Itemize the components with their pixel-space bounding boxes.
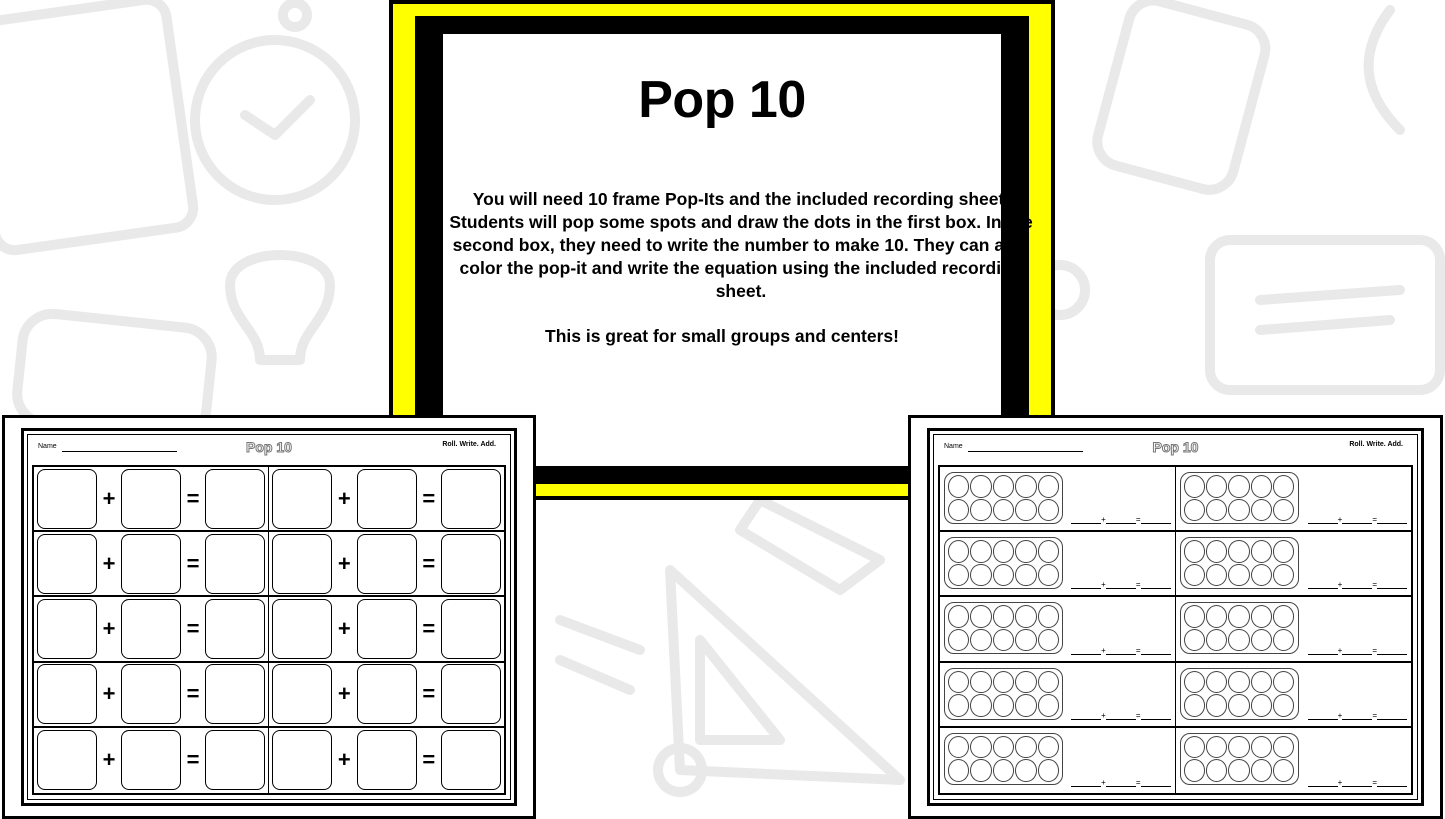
blank-line[interactable] — [1106, 786, 1136, 787]
ten-frame-pop-it — [1180, 472, 1299, 524]
answer-box[interactable] — [357, 730, 417, 790]
pop-it-cell — [1176, 663, 1412, 728]
pop-dot[interactable] — [1251, 629, 1272, 652]
equation-cell — [34, 728, 269, 793]
pop-dot[interactable] — [1038, 759, 1059, 782]
equation-cell — [34, 663, 269, 728]
pop-dot[interactable] — [993, 736, 1014, 759]
ten-frame-pop-it — [944, 602, 1063, 654]
pop-dot[interactable] — [1251, 671, 1272, 694]
ten-frame-pop-it — [1180, 668, 1299, 720]
pop-dot[interactable] — [948, 540, 969, 563]
pop-dot[interactable] — [1015, 736, 1036, 759]
equation-grid — [32, 465, 506, 795]
plus-sign: + — [337, 681, 351, 707]
ten-frame-pop-it — [1180, 733, 1299, 785]
pop-dot[interactable] — [1206, 671, 1227, 694]
blank-line[interactable] — [1377, 588, 1407, 589]
plus-sign: + — [102, 550, 116, 576]
blank-line[interactable] — [1377, 786, 1407, 787]
answer-box[interactable] — [272, 730, 332, 790]
pop-dot[interactable] — [970, 564, 991, 587]
pop-dot[interactable] — [970, 694, 991, 717]
blank-line[interactable] — [1342, 786, 1372, 787]
sheet-title: Pop 10 — [246, 439, 292, 455]
pop-dot[interactable] — [993, 629, 1014, 652]
pop-dot[interactable] — [1251, 540, 1272, 563]
pop-dot[interactable] — [1251, 605, 1272, 628]
answer-box[interactable] — [121, 534, 181, 594]
plus-sign: + — [102, 747, 116, 773]
plus-sign: + — [102, 485, 116, 511]
plus-sign: + — [337, 485, 351, 511]
pop-dot[interactable] — [1251, 475, 1272, 498]
equation-cell — [269, 728, 504, 793]
pop-dot[interactable] — [1038, 605, 1059, 628]
pop-it-cell — [940, 532, 1176, 597]
pop-dot[interactable] — [1251, 499, 1272, 522]
pop-dot[interactable] — [1228, 671, 1249, 694]
equation-cell — [269, 532, 504, 597]
equation-lines — [1308, 580, 1407, 589]
blank-line[interactable] — [1141, 523, 1171, 524]
pop-dot[interactable] — [1184, 475, 1205, 498]
equals-sign: = — [1135, 777, 1141, 787]
pop-dot[interactable] — [1015, 629, 1036, 652]
sheet-subtitle: Roll. Write. Add. — [1349, 441, 1403, 448]
equation-lines — [1071, 515, 1170, 524]
pop-dot[interactable] — [1273, 540, 1294, 563]
blank-line[interactable] — [1106, 588, 1136, 589]
sheet-border — [927, 428, 1424, 806]
pop-dot[interactable] — [993, 540, 1014, 563]
blank-line[interactable] — [1071, 786, 1101, 787]
answer-box[interactable] — [205, 664, 265, 724]
pop-dot[interactable] — [1184, 759, 1205, 782]
pop-dot[interactable] — [970, 629, 991, 652]
card-content — [443, 34, 1033, 466]
pop-dot[interactable] — [993, 694, 1014, 717]
pop-dot[interactable] — [948, 499, 969, 522]
pop-dot[interactable] — [1228, 564, 1249, 587]
pop-dot[interactable] — [993, 475, 1014, 498]
pop-dot[interactable] — [1251, 736, 1272, 759]
pop-it-grid — [938, 465, 1413, 795]
pop-it-cell — [940, 467, 1176, 532]
plus-sign: + — [1337, 777, 1343, 787]
pop-dot[interactable] — [1273, 475, 1294, 498]
answer-box[interactable] — [441, 664, 501, 724]
plus-sign: + — [337, 550, 351, 576]
pop-dot[interactable] — [1273, 759, 1294, 782]
pop-dot[interactable] — [1184, 605, 1205, 628]
blank-line[interactable] — [1071, 719, 1101, 720]
answer-box[interactable] — [121, 664, 181, 724]
pop-dot[interactable] — [1206, 475, 1227, 498]
plus-sign: + — [102, 615, 116, 641]
pop-it-cell — [1176, 597, 1412, 662]
equation-lines — [1071, 646, 1170, 655]
plus-sign: + — [1337, 580, 1343, 590]
pop-dot[interactable] — [948, 564, 969, 587]
answer-box[interactable] — [121, 469, 181, 529]
pop-it-cell — [940, 663, 1176, 728]
ten-frame-pop-it — [944, 668, 1063, 720]
equals-sign: = — [422, 615, 436, 641]
equation-lines — [1308, 778, 1407, 787]
pop-dot[interactable] — [1228, 475, 1249, 498]
equals-sign: = — [422, 747, 436, 773]
pop-dot[interactable] — [1273, 499, 1294, 522]
pop-dot[interactable] — [1251, 564, 1272, 587]
equals-sign: = — [422, 681, 436, 707]
blank-line[interactable] — [1141, 588, 1171, 589]
pop-dot[interactable] — [1038, 499, 1059, 522]
answer-box[interactable] — [272, 534, 332, 594]
left-recording-sheet — [2, 415, 536, 819]
pop-dot[interactable] — [1038, 629, 1059, 652]
blank-line[interactable] — [1377, 719, 1407, 720]
pop-dot[interactable] — [1206, 736, 1227, 759]
equals-sign: = — [422, 485, 436, 511]
pop-dot[interactable] — [1273, 629, 1294, 652]
answer-box[interactable] — [205, 730, 265, 790]
blank-line[interactable] — [1342, 523, 1372, 524]
pop-it-cell — [1176, 532, 1412, 597]
pop-dot[interactable] — [993, 564, 1014, 587]
pop-dot[interactable] — [1206, 564, 1227, 587]
name-line — [968, 451, 1083, 452]
blank-line[interactable] — [1106, 654, 1136, 655]
blank-line[interactable] — [1106, 523, 1136, 524]
pop-dot[interactable] — [1038, 694, 1059, 717]
pop-dot[interactable] — [993, 671, 1014, 694]
pop-dot[interactable] — [970, 540, 991, 563]
pop-dot[interactable] — [993, 499, 1014, 522]
equals-sign: = — [186, 615, 200, 641]
equals-sign: = — [1372, 580, 1377, 590]
plus-sign: + — [1101, 645, 1106, 655]
equation-lines — [1071, 711, 1170, 720]
pop-dot[interactable] — [1273, 605, 1294, 628]
name-line — [62, 451, 177, 452]
pop-dot[interactable] — [970, 671, 991, 694]
pop-dot[interactable] — [1038, 671, 1059, 694]
equation-lines — [1308, 515, 1407, 524]
pop-dot[interactable] — [1228, 605, 1249, 628]
answer-box[interactable] — [37, 664, 97, 724]
equals-sign: = — [1135, 515, 1141, 525]
pop-dot[interactable] — [1015, 564, 1036, 587]
answer-box[interactable] — [441, 730, 501, 790]
pop-dot[interactable] — [948, 605, 969, 628]
pop-dot[interactable] — [993, 759, 1014, 782]
pop-dot[interactable] — [1184, 694, 1205, 717]
equation-cell — [34, 597, 269, 662]
sheet-title: Pop 10 — [1152, 439, 1199, 455]
sheet-border — [21, 428, 517, 806]
answer-box[interactable] — [121, 599, 181, 659]
equals-sign: = — [1135, 645, 1141, 655]
ten-frame-pop-it — [1180, 537, 1299, 589]
blank-line[interactable] — [1342, 654, 1372, 655]
pop-dot[interactable] — [1015, 671, 1036, 694]
blank-line[interactable] — [1106, 719, 1136, 720]
pop-dot[interactable] — [1273, 694, 1294, 717]
blank-line[interactable] — [1342, 588, 1372, 589]
answer-box[interactable] — [205, 469, 265, 529]
pop-dot[interactable] — [1251, 694, 1272, 717]
answer-box[interactable] — [441, 469, 501, 529]
pop-dot[interactable] — [1251, 759, 1272, 782]
ten-frame-pop-it — [944, 472, 1063, 524]
blank-line[interactable] — [1308, 654, 1338, 655]
right-recording-sheet — [908, 415, 1443, 819]
equation-lines — [1071, 580, 1170, 589]
equation-cell — [269, 663, 504, 728]
equation-lines — [1308, 646, 1407, 655]
blank-line[interactable] — [1071, 523, 1101, 524]
plus-sign: + — [337, 747, 351, 773]
pop-dot[interactable] — [1184, 736, 1205, 759]
pop-dot[interactable] — [970, 605, 991, 628]
plus-sign: + — [1101, 580, 1106, 590]
pop-it-cell — [1176, 467, 1412, 532]
answer-box[interactable] — [37, 730, 97, 790]
pop-dot[interactable] — [1228, 759, 1249, 782]
pop-dot[interactable] — [1273, 671, 1294, 694]
equals-sign: = — [186, 485, 200, 511]
pop-dot[interactable] — [970, 736, 991, 759]
pop-dot[interactable] — [1038, 736, 1059, 759]
equals-sign: = — [186, 550, 200, 576]
answer-box[interactable] — [272, 664, 332, 724]
card-title: Pop 10 — [638, 71, 806, 129]
answer-box[interactable] — [37, 534, 97, 594]
pop-dot[interactable] — [1038, 540, 1059, 563]
pop-dot[interactable] — [1228, 540, 1249, 563]
plus-sign: + — [1101, 710, 1106, 720]
pop-dot[interactable] — [1015, 499, 1036, 522]
blank-line[interactable] — [1308, 786, 1338, 787]
equals-sign: = — [1372, 777, 1377, 787]
plus-sign: + — [102, 681, 116, 707]
pop-dot[interactable] — [1206, 629, 1227, 652]
pop-dot[interactable] — [1228, 499, 1249, 522]
pop-dot[interactable] — [948, 475, 969, 498]
answer-box[interactable] — [272, 469, 332, 529]
pop-dot[interactable] — [948, 694, 969, 717]
pop-dot[interactable] — [1273, 736, 1294, 759]
equation-cell — [34, 532, 269, 597]
pop-dot[interactable] — [1184, 671, 1205, 694]
answer-box[interactable] — [357, 534, 417, 594]
pop-dot[interactable] — [1206, 605, 1227, 628]
pop-dot[interactable] — [1015, 605, 1036, 628]
pop-dot[interactable] — [1228, 629, 1249, 652]
ten-frame-pop-it — [944, 733, 1063, 785]
ten-frame-pop-it — [944, 537, 1063, 589]
blank-line[interactable] — [1308, 719, 1338, 720]
equals-sign: = — [1135, 580, 1141, 590]
pop-dot[interactable] — [1015, 759, 1036, 782]
answer-box[interactable] — [37, 599, 97, 659]
pop-dot[interactable] — [970, 475, 991, 498]
pop-dot[interactable] — [1206, 540, 1227, 563]
pop-dot[interactable] — [1206, 694, 1227, 717]
blank-line[interactable] — [1377, 654, 1407, 655]
name-label: Name — [38, 443, 57, 450]
pop-dot[interactable] — [1184, 540, 1205, 563]
pop-dot[interactable] — [1038, 564, 1059, 587]
pop-it-cell — [940, 728, 1176, 793]
blank-line[interactable] — [1308, 523, 1338, 524]
answer-box[interactable] — [357, 664, 417, 724]
blank-line[interactable] — [1141, 786, 1171, 787]
answer-box[interactable] — [357, 469, 417, 529]
equals-sign: = — [1372, 710, 1377, 720]
sheet-inner-border — [27, 434, 511, 800]
card-closing: This is great for small groups and centers! — [545, 326, 899, 346]
sheet-inner-border — [933, 434, 1418, 800]
blank-line[interactable] — [1342, 719, 1372, 720]
plus-sign: + — [337, 615, 351, 641]
plus-sign: + — [1101, 777, 1106, 787]
equation-lines — [1308, 711, 1407, 720]
pop-dot[interactable] — [948, 736, 969, 759]
pop-it-cell — [1176, 728, 1412, 793]
answer-box[interactable] — [205, 534, 265, 594]
pop-dot[interactable] — [1015, 475, 1036, 498]
answer-box[interactable] — [357, 599, 417, 659]
pop-dot[interactable] — [1228, 736, 1249, 759]
ten-frame-pop-it — [1180, 602, 1299, 654]
blank-line[interactable] — [1141, 719, 1171, 720]
pop-dot[interactable] — [993, 605, 1014, 628]
pop-dot[interactable] — [948, 759, 969, 782]
blank-line[interactable] — [1071, 654, 1101, 655]
equals-sign: = — [1372, 645, 1377, 655]
plus-sign: + — [1337, 645, 1343, 655]
pop-dot[interactable] — [1184, 564, 1205, 587]
pop-dot[interactable] — [1015, 540, 1036, 563]
pop-dot[interactable] — [1206, 759, 1227, 782]
name-label: Name — [944, 443, 963, 450]
card-paragraph: You will need 10 frame Pop-Its and the included recording sheet. Students will pop some spots and draw the dots in the first box. In the second box, they need to write the number to make 10. They can also color the pop-it and write the equation using the included recording sheet. — [449, 189, 1033, 301]
blank-line[interactable] — [1071, 588, 1101, 589]
pop-dot[interactable] — [970, 759, 991, 782]
pop-dot[interactable] — [948, 629, 969, 652]
answer-box[interactable] — [205, 599, 265, 659]
equals-sign: = — [186, 747, 200, 773]
equals-sign: = — [186, 681, 200, 707]
pop-dot[interactable] — [1184, 499, 1205, 522]
sheet-header — [940, 439, 1411, 459]
sheet-subtitle: Roll. Write. Add. — [442, 441, 496, 448]
equals-sign: = — [422, 550, 436, 576]
plus-sign: + — [1337, 515, 1343, 525]
answer-box[interactable] — [441, 599, 501, 659]
pop-dot[interactable] — [1038, 475, 1059, 498]
blank-line[interactable] — [1377, 523, 1407, 524]
blank-line[interactable] — [1141, 654, 1171, 655]
pop-dot[interactable] — [1184, 629, 1205, 652]
equation-lines — [1071, 778, 1170, 787]
equation-cell — [34, 467, 269, 532]
answer-box[interactable] — [121, 730, 181, 790]
sheet-header — [34, 439, 504, 459]
pop-dot[interactable] — [948, 671, 969, 694]
card-inner-border — [415, 16, 1033, 484]
equals-sign: = — [1135, 710, 1141, 720]
answer-box[interactable] — [272, 599, 332, 659]
pop-dot[interactable] — [1273, 564, 1294, 587]
pop-dot[interactable] — [1015, 694, 1036, 717]
answer-box[interactable] — [441, 534, 501, 594]
pop-it-cell — [940, 597, 1176, 662]
pop-dot[interactable] — [1206, 499, 1227, 522]
pop-dot[interactable] — [1228, 694, 1249, 717]
pop-dot[interactable] — [970, 499, 991, 522]
equals-sign: = — [1372, 515, 1377, 525]
equation-cell — [269, 597, 504, 662]
plus-sign: + — [1101, 515, 1106, 525]
equation-cell — [269, 467, 504, 532]
plus-sign: + — [1337, 710, 1343, 720]
blank-line[interactable] — [1308, 588, 1338, 589]
answer-box[interactable] — [37, 469, 97, 529]
